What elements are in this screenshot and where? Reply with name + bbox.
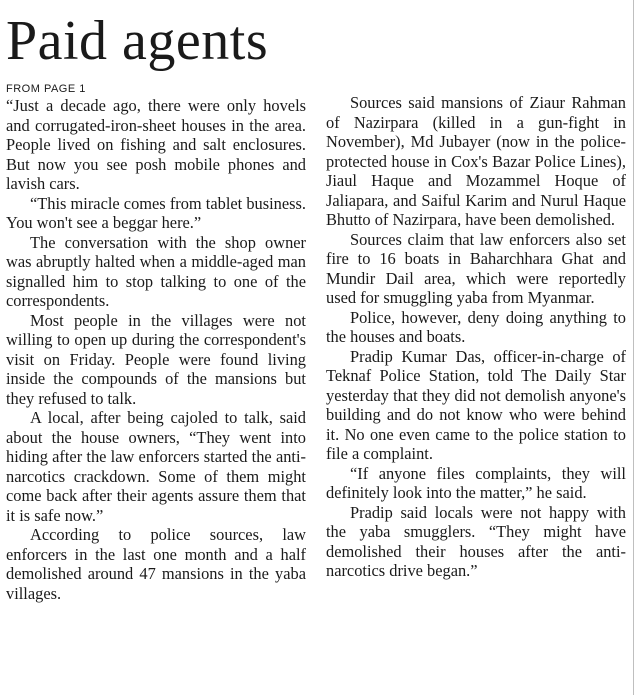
paragraph: The conversation with the shop owner was abruptly halted when a middle-aged man signalled him to stop talking to one of the correspondents. <box>6 232 306 310</box>
paragraph: A local, after being cajoled to talk, said about the house owners, “They went into hiding after the law enforcers started the anti-narcotics crackdown. Some of them might come back after their agents assure them that it is safe now.” <box>6 408 306 525</box>
paragraph: Pradip said locals were not happy with the yaba smugglers. “They might have demolished their houses after the anti-narcotics drive began.” <box>326 502 626 580</box>
paragraph: Sources claim that law enforcers also set fire to 16 boats in Baharchhara Ghat and Mundir Dail area, which were reportedly used for smuggling yaba from Myanmar. <box>326 229 626 307</box>
right-column <box>326 93 626 581</box>
headline: Paid agents <box>6 10 269 72</box>
paragraph: “Just a decade ago, there were only hovels and corrugated-iron-sheet houses in the area. People lived on fishing and salt enclosures. But now you see posh mobile phones and lavish cars. <box>6 96 306 193</box>
paragraph: Pradip Kumar Das, officer-in-charge of Teknaf Police Station, told The Daily Star yesterday that they did not demolish anyone's building and do not know who were behind it. No one even came to the police station to file a complaint. <box>326 346 626 463</box>
kicker: FROM PAGE 1 <box>6 83 86 95</box>
left-column <box>6 82 306 603</box>
paragraph: “This miracle comes from tablet business. You won't see a beggar here.” <box>6 193 306 232</box>
paragraph: Sources said mansions of Ziaur Rahman of Nazirpara (killed in a gun-fight in November), Md Jubayer (now in the police-protected house in Cox's Bazar Police Lines), Jiaul Haque and Mozammel Hoque of Jaliapara, and Saiful Karim and Nurul Haque Bhutto of Nazirpara, have been demolished. <box>326 93 626 229</box>
paragraph: According to police sources, law enforcers in the last one month and a half demolished around 47 mansions in the yaba villages. <box>6 525 306 603</box>
paragraph: Police, however, deny doing anything to the houses and boats. <box>326 307 626 346</box>
column-rule <box>633 0 634 695</box>
paragraph: “If anyone files complaints, they will definitely look into the matter,” he said. <box>326 463 626 502</box>
paragraph: Most people in the villages were not willing to open up during the correspondent's visit on Friday. People were found living inside the compounds of the mansions but they refused to talk. <box>6 310 306 408</box>
